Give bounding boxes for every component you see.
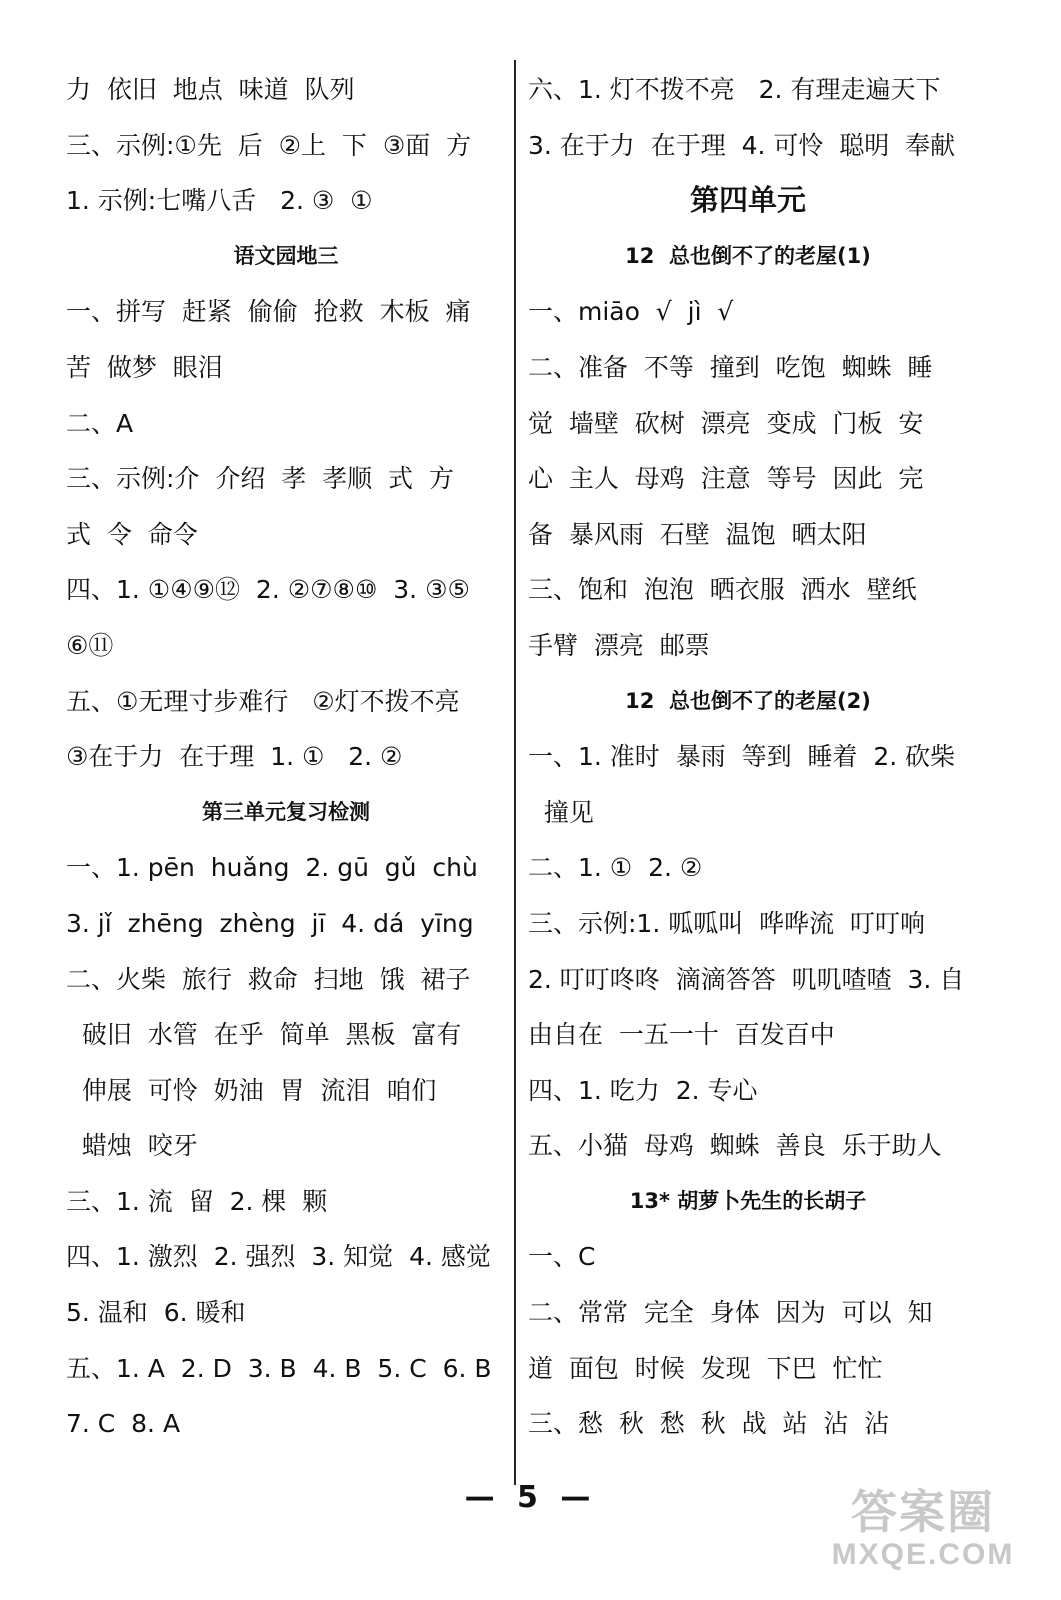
section-heading: 12 总也倒不了的老屋(2) — [625, 688, 871, 713]
answer-line: 四、1. ①④⑨⑫ 2. ②⑦⑧⑩ 3. ③⑤ — [66, 575, 470, 605]
answer-line: 撞见 — [528, 797, 594, 827]
column-divider — [514, 60, 516, 1485]
answer-line: 破旧 水管 在乎 简单 黑板 富有 — [66, 1020, 462, 1050]
answer-line: 五、①无理寸步难行 ②灯不拨不亮 — [66, 686, 460, 716]
answer-line: 三、饱和 泡泡 晒衣服 洒水 壁纸 — [528, 575, 917, 605]
section-heading: 13* 胡萝卜先生的长胡子 — [629, 1188, 867, 1213]
answer-line: 四、1. 吃力 2. 专心 — [528, 1075, 758, 1105]
answer-line: 一、1. 准时 暴雨 等到 睡着 2. 砍柴 — [528, 742, 956, 772]
answer-line: 苦 做梦 眼泪 — [66, 352, 223, 382]
section-heading: 语文园地三 — [233, 243, 339, 268]
answer-line: 2. 叮叮咚咚 滴滴答答 叽叽喳喳 3. 自 — [528, 964, 965, 994]
section-heading: 12 总也倒不了的老屋(1) — [625, 243, 871, 268]
watermark-text-top: 答案圈 — [851, 1486, 995, 1538]
answer-line: 5. 温和 6. 暖和 — [66, 1298, 246, 1328]
left-column — [66, 62, 506, 1452]
answer-line: 六、1. 灯不拨不亮 2. 有理走遍天下 — [528, 75, 941, 104]
answer-line: 手臂 漂亮 邮票 — [528, 630, 710, 660]
answer-line: 三、1. 流 留 2. 棵 颗 — [66, 1186, 328, 1216]
answer-line: 二、A — [66, 408, 134, 438]
answer-line: ⑥⑪ — [66, 630, 114, 660]
answer-line: 式 令 命令 — [66, 519, 198, 549]
answer-line: 3. 在于力 在于理 4. 可怜 聪明 奉献 — [528, 130, 956, 160]
answer-line: 道 面包 时候 发现 下巴 忙忙 — [528, 1353, 883, 1383]
answer-line: 3. jǐ zhēng zhèng jī 4. dá yīng — [66, 908, 474, 938]
answer-line: 四、1. 激烈 2. 强烈 3. 知觉 4. 感觉 — [66, 1242, 491, 1272]
answer-line: 一、miāo √ jì √ — [528, 297, 734, 327]
answer-line: 一、C — [528, 1242, 596, 1272]
answer-line: 心 主人 母鸡 注意 等号 因此 完 — [528, 464, 924, 494]
answer-line: 二、准备 不等 撞到 吃饱 蜘蛛 睡 — [528, 352, 933, 382]
section-heading: 第三单元复习检测 — [202, 799, 370, 824]
watermark-logo — [813, 1472, 1033, 1582]
answer-line: 三、示例:1. 呱呱叫 哗哗流 叮叮响 — [528, 908, 926, 938]
answer-line: 一、1. pēn huǎng 2. gū gǔ chù — [66, 853, 478, 883]
answer-line: 觉 墙壁 砍树 漂亮 变成 门板 安 — [528, 408, 924, 438]
answer-line: 二、1. ① 2. ② — [528, 853, 703, 883]
answer-line: 由自在 一五一十 百发百中 — [528, 1020, 835, 1050]
answer-line: 蜡烛 咬牙 — [66, 1131, 198, 1161]
right-column — [528, 62, 968, 1452]
unit-heading: 第四单元 — [689, 183, 806, 218]
watermark-text-bottom: MXQE.COM — [831, 1538, 1015, 1571]
answer-line: 7. C 8. A — [66, 1409, 181, 1439]
page-number: — 5 — — [464, 1480, 597, 1515]
answer-line: 二、常常 完全 身体 因为 可以 知 — [528, 1298, 933, 1328]
answer-line: 一、拼写 赶紧 偷偷 抢救 木板 痛 — [66, 297, 471, 327]
answer-line: 力 依旧 地点 味道 队列 — [66, 75, 355, 104]
answer-line: 三、示例:①先 后 ②上 下 ③面 方 — [66, 130, 472, 160]
answer-line: ③在于力 在于理 1. ① 2. ② — [66, 742, 403, 772]
answer-line: 1. 示例:七嘴八舌 2. ③ ① — [66, 186, 373, 216]
answer-line: 备 暴风雨 石壁 温饱 晒太阳 — [528, 519, 867, 549]
answer-line: 二、火柴 旅行 救命 扫地 饿 裙子 — [66, 964, 471, 994]
answer-line: 三、示例:介 介绍 孝 孝顺 式 方 — [66, 464, 454, 494]
answer-line: 五、小猫 母鸡 蜘蛛 善良 乐于助人 — [528, 1131, 942, 1161]
answer-line: 五、1. A 2. D 3. B 4. B 5. C 6. B — [66, 1353, 492, 1383]
answer-line: 伸展 可怜 奶油 胃 流泪 咱们 — [66, 1075, 437, 1105]
answer-line: 三、愁 秋 愁 秋 战 站 沾 沾 — [528, 1409, 890, 1439]
